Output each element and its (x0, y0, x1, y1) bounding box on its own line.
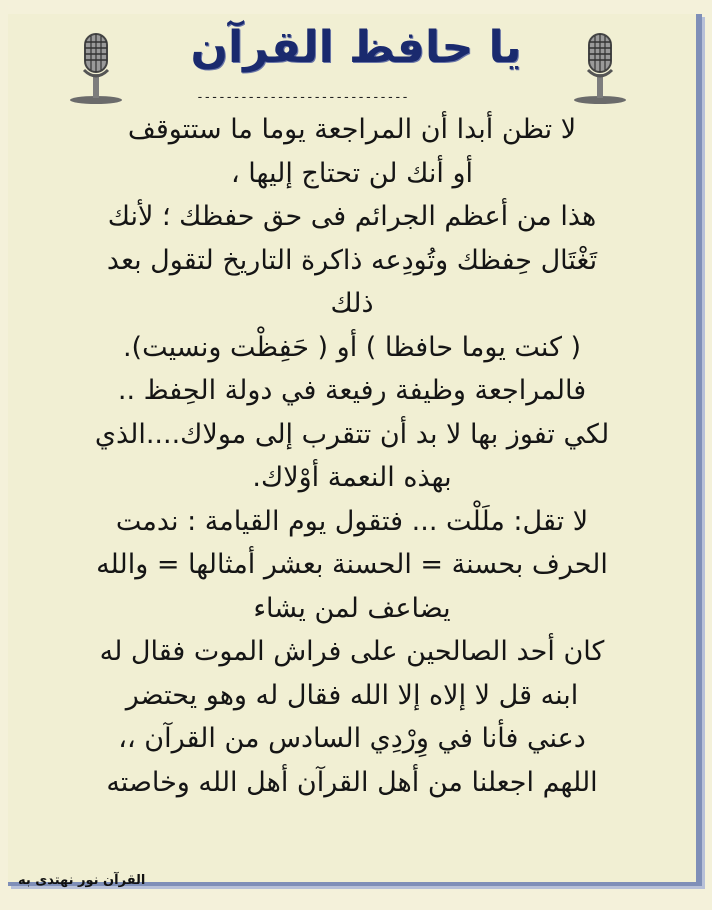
text-line: لكي تفوز بها لا بد أن تتقرب إلى مولاك....الذي (94, 418, 610, 450)
text-line: يضاعف لمن يشاء (253, 592, 451, 624)
text-line: بهذه النعمة أوْلاك. (252, 462, 452, 493)
text-line: فالمراجعة وظيفة رفيعة في دولة الحِفظ .. (117, 375, 587, 406)
text-line: تَغْتَال حِفظك وتُودِعه ذاكرة التاريخ لتقول بعد (106, 244, 598, 276)
text-line: لا تظن أبدا أن المراجعة يوما ما ستتوقف (127, 114, 577, 145)
text-line: أو أنك لن تحتاج إليها ، (230, 157, 473, 189)
text-line: هذا من أعظم الجرائم فى حق حفظك ؛ لأنك (107, 201, 597, 232)
body-text (22, 108, 682, 804)
text-line: لا تقل: ملَلْت ... فتقول يوم القيامة : ندمت (115, 505, 589, 537)
text-line: كان أحد الصالحين على فراش الموت فقال له (99, 636, 605, 667)
footer-signature: القرآن نور نهتدى به (18, 873, 146, 888)
title-container (0, 22, 712, 73)
text-line: ( كنت يوما حافظا ) أو ( حَفِظْت ونسيت). (122, 331, 582, 363)
page-title: يا حافظ القرآن (190, 22, 522, 73)
text-line: ذلك (330, 288, 374, 319)
text-line: اللهم اجعلنا من أهل القرآن أهل الله وخاصته (106, 766, 598, 798)
text-line: ابنه قل لا إلاه إلا الله فقال له وهو يحتضر (125, 679, 579, 711)
text-line: دعني فأنا في وِرْدِي السادس من القرآن ،، (118, 723, 586, 754)
text-line: الحرف بحسنة = الحسنة بعشر أمثالها = والله (96, 549, 608, 580)
title-underline: ----------------------------- (196, 90, 409, 105)
